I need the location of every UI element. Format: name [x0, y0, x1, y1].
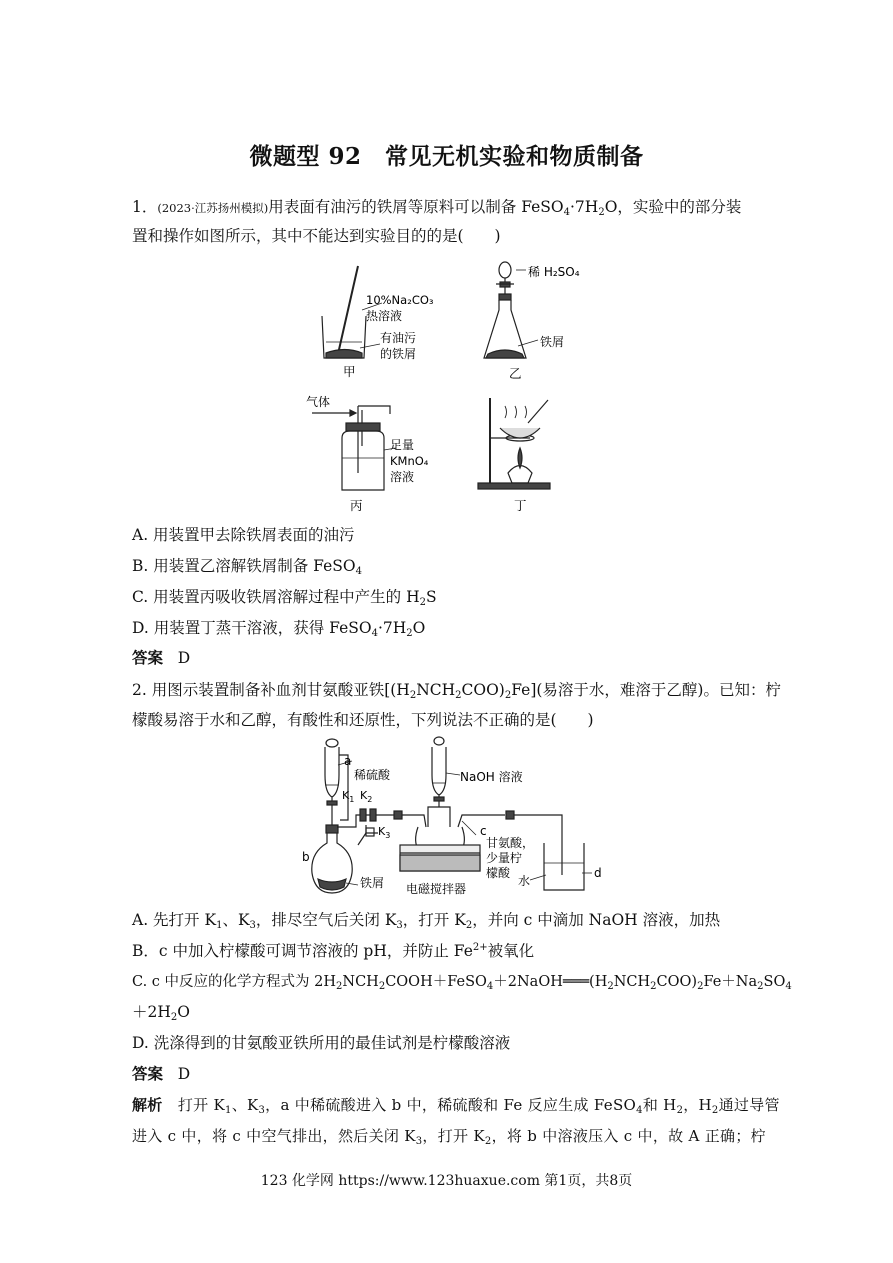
q2-label-a: a — [344, 754, 352, 768]
q2-k2-sub: 2 — [367, 795, 373, 804]
q1-option-a: A. 用装置甲去除铁屑表面的油污 — [132, 526, 355, 544]
q2-label-k2 — [360, 789, 372, 804]
q2-option-c-s5: 2 — [650, 981, 657, 992]
q2-option-c-line2 — [132, 1002, 190, 1022]
jia-label-1: 有油污 — [380, 331, 417, 345]
q2-option-a-2: 、K — [222, 911, 250, 929]
q2-apparatus-figure — [300, 735, 620, 900]
q1-option-d-text: D. 用装置丁蒸干溶液，获得 FeSO — [132, 619, 372, 637]
q2-stem-line1 — [132, 680, 781, 700]
q2-label-acid: 稀硫酸 — [354, 768, 391, 782]
q1-sub2: 2 — [598, 207, 605, 218]
q1-number: 1． — [132, 198, 158, 216]
yi-caption: 乙 — [509, 366, 522, 381]
q2-option-c-s6: 2 — [697, 981, 704, 992]
page-title: 微题型 92 常见无机实验和物质制备 — [249, 143, 644, 170]
q1-sub: 4 — [563, 207, 570, 218]
q2-ana2-s2: 2 — [484, 1136, 492, 1147]
q2-option-b-2: 被氧化 — [487, 942, 535, 960]
q2-option-c-line2-sub: 2 — [170, 1012, 178, 1023]
yi-acid-label: 稀 H₂SO₄ — [528, 265, 580, 279]
q2-analysis-label: 解析 — [132, 1096, 163, 1114]
q2-label-c: c — [480, 824, 487, 838]
q2-option-c-s3: 4 — [486, 981, 494, 992]
page-footer: 123 化学网 https://www.123huaxue.com 第1页，共8页 — [260, 1173, 633, 1189]
q2-sub2: 2 — [455, 690, 462, 701]
q1-option-c-end: S — [425, 588, 437, 606]
q1-text: 用表面有油污的铁屑等原料可以制备 FeSO — [268, 198, 564, 216]
q2-label-iron: 铁屑 — [360, 876, 385, 890]
q1-option-c-text: C. 用装置丙吸收铁屑溶解过程中产生的 H — [132, 588, 420, 606]
q2-ana1-s3: 4 — [636, 1105, 643, 1116]
q2-option-d: D. 洗涤得到的甘氨酸亚铁所用的最佳试剂是柠檬酸溶液 — [132, 1034, 511, 1052]
ding-caption: 丁 — [514, 498, 527, 513]
q2-option-a-4: ，打开 K — [402, 911, 466, 929]
q1-option-d-mid: ·7H — [377, 619, 407, 637]
q2-option-c — [132, 972, 792, 992]
q1-answer — [132, 648, 190, 668]
q2-ana1-5: ，H — [683, 1096, 712, 1114]
q2-option-c-5: NCH — [613, 974, 651, 990]
q2-ana1-s2: 3 — [258, 1105, 266, 1116]
q2-ana1-3: ，a 中稀硫酸进入 b 中，稀硫酸和 Fe 反应生成 FeSO — [265, 1096, 637, 1114]
apparatus-ding — [478, 398, 550, 489]
q2-label-k3 — [378, 825, 390, 840]
q2-k3-sub: 3 — [385, 831, 391, 840]
q2-ana2-2: ，打开 K — [422, 1127, 485, 1145]
q2-analysis-line2 — [132, 1126, 766, 1146]
q2-option-a-s4: 2 — [465, 920, 473, 931]
q2-option-a-5: ，并向 c 中滴加 NaOH 溶液，加热 — [472, 911, 721, 929]
q2-text-d: Fe](易溶于水，难溶于乙醇)。已知：柠 — [511, 681, 781, 699]
q1-answer-value: D — [177, 649, 191, 667]
q2-ana1-1: 打开 K — [177, 1096, 226, 1114]
jia-caption: 甲 — [343, 364, 356, 379]
q2-ana2-3: ，将 b 中溶液压入 c 中，故 A 正确；柠 — [491, 1127, 766, 1145]
q1-option-d — [132, 618, 425, 638]
q2-option-a-1: A. 先打开 K — [132, 911, 217, 929]
q2-option-c-6: COO) — [656, 974, 698, 990]
q2-sub3: 2 — [504, 690, 512, 701]
q2-answer-label: 答案 — [132, 1064, 164, 1083]
q2-option-a-s1: 1 — [216, 920, 223, 931]
q2-option-c-line2-1: ＋2H — [132, 1003, 171, 1021]
q1-text-mid: ·7H — [570, 198, 599, 216]
q1-option-d-sub: 4 — [371, 628, 378, 639]
q1-stem-line1 — [132, 197, 741, 218]
bing-reagent-1: 足量 — [390, 438, 415, 452]
q1-option-b-text: B. 用装置乙溶解铁屑制备 FeSO — [132, 557, 356, 575]
bing-reagent-3: 溶液 — [390, 470, 415, 484]
q2-option-b — [132, 941, 534, 961]
q2-option-a-3: ，排尽空气后关闭 K — [255, 911, 397, 929]
q2-ana2-1: 进入 c 中，将 c 中空气排出，然后关闭 K — [132, 1127, 416, 1145]
q2-k2-text: K — [360, 789, 368, 802]
bing-reagent-2: KMnO₄ — [390, 454, 429, 468]
q1-option-b — [132, 556, 362, 576]
jia-label-2: 的铁屑 — [380, 347, 417, 361]
q2-ana2-s1: 3 — [415, 1136, 423, 1147]
q1-apparatus-figure — [300, 258, 580, 516]
q2-ana1-4: 和 H — [642, 1096, 677, 1114]
jia-reagent-1: 10%Na₂CO₃ — [366, 293, 434, 307]
q2-answer-value: D — [177, 1065, 191, 1083]
q2-label-mix-3: 檬酸 — [486, 866, 511, 880]
q2-ana1-s4: 2 — [676, 1105, 684, 1116]
q2-option-a — [132, 910, 720, 930]
q2-k1-text: K — [342, 789, 350, 802]
q1-option-d-sub2: 2 — [406, 628, 413, 639]
bing-gas-label: 气体 — [306, 395, 331, 409]
q2-option-c-s7: 2 — [757, 981, 764, 992]
q2-option-c-2: NCH — [342, 974, 379, 990]
q2-apparatus-drawing — [312, 737, 592, 893]
q1-text-end: O，实验中的部分装 — [604, 198, 742, 216]
q2-text-a: 2. 用图示装置制备补血剂甘氨酸亚铁[(H — [132, 681, 410, 699]
q2-ana1-s5: 2 — [711, 1105, 719, 1116]
q2-text-b: NCH — [416, 681, 456, 699]
q2-ana1-2: 、K — [231, 1096, 259, 1114]
q2-label-mix-2: 少量柠 — [486, 851, 523, 865]
q2-option-c-s2: 2 — [378, 981, 386, 992]
q2-stem-line2: 檬酸易溶于水和乙醇，有酸性和还原性，下列说法不正确的是( ) — [132, 711, 594, 729]
q1-option-c-sub: 2 — [419, 597, 426, 608]
q1-stem-line2: 置和操作如图所示，其中不能达到实验目的的是( ) — [132, 227, 501, 245]
q2-text-c: COO) — [461, 681, 505, 699]
q2-k1-sub: 1 — [349, 795, 355, 804]
q2-analysis-line1 — [132, 1095, 780, 1115]
q2-label-stirrer: 电磁搅拌器 — [406, 882, 467, 896]
q1-option-c — [132, 587, 437, 607]
q2-option-c-s1: 2 — [336, 981, 343, 992]
q2-option-b-1: B．c 中加入柠檬酸可调节溶液的 pH，并防止 Fe — [132, 942, 473, 960]
q2-label-mix-1: 甘氨酸， — [486, 836, 535, 850]
q2-option-a-s3: 3 — [396, 920, 403, 931]
q1-source: (2023·江苏扬州模拟) — [157, 201, 269, 215]
q2-option-c-3: COOH＋FeSO — [385, 974, 487, 990]
q2-option-c-s8: 4 — [785, 981, 792, 992]
q2-answer — [132, 1064, 190, 1084]
q2-k3-text: K — [378, 825, 386, 838]
q2-option-c-8: SO — [763, 974, 786, 990]
q2-label-b: b — [302, 850, 310, 864]
q2-sub1: 2 — [409, 690, 417, 701]
q1-answer-label: 答案 — [132, 648, 164, 667]
jia-reagent-2: 热溶液 — [366, 309, 403, 323]
q2-option-c-s4: 2 — [607, 981, 614, 992]
q2-option-c-1: C. c 中反应的化学方程式为 2H — [132, 974, 337, 990]
q2-option-c-4: ＋2NaOH═══(H — [493, 974, 608, 990]
q1-option-b-sub: 4 — [355, 566, 362, 577]
q2-ana1-s1: 1 — [225, 1105, 232, 1116]
bing-caption: 丙 — [350, 498, 363, 513]
apparatus-bing — [312, 406, 396, 490]
yi-iron-label: 铁屑 — [540, 335, 565, 349]
q2-option-c-line2-2: O — [177, 1003, 190, 1021]
q2-label-k1 — [342, 789, 354, 804]
q1-option-d-end: O — [412, 619, 426, 637]
q2-label-d: d — [594, 866, 602, 880]
q2-option-c-7: Fe＋Na — [703, 974, 758, 990]
q2-ana1-6: 通过导管 — [718, 1096, 780, 1114]
q2-label-water: 水 — [518, 874, 531, 888]
q2-option-b-sup: 2+ — [472, 942, 488, 953]
q2-label-naoh: NaOH 溶液 — [460, 770, 523, 784]
q2-option-a-s2: 3 — [249, 920, 256, 931]
